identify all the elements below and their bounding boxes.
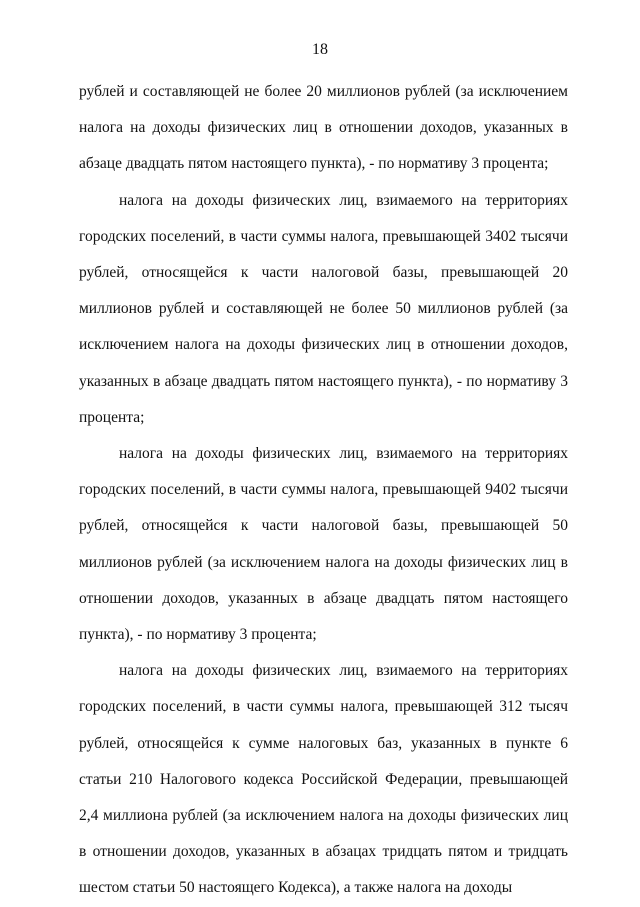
paragraph-continuation: рублей и составляющей не более 20 миллионов рублей (за исключением налога на доходы физических лиц в отношении доходов, указанных в абзаце двадцать пятом настоящего пункта), - по нормативу 3 процента;	[79, 83, 568, 173]
document-body	[79, 74, 568, 907]
paragraph: налога на доходы физических лиц, взимаемого на территориях городских поселений, в части суммы налога, превышающей 9402 тысячи рублей, относящейся к части налоговой базы, превышающей 50 миллионов рублей (за исключением налога на доходы физических лиц в отношении доходов, указанных в абзаце двадцать пятом настоящего пункта), - по нормативу 3 процента;	[79, 445, 568, 644]
page-number: 18	[312, 41, 328, 58]
paragraph: налога на доходы физических лиц, взимаемого на территориях городских поселений, в части суммы налога, превышающей 3402 тысячи рублей, относящейся к части налоговой базы, превышающей 20 миллионов рублей и составляющей не более 50 миллионов рублей (за исключением налога на доходы физических лиц в отношении доходов, указанных в абзаце двадцать пятом настоящего пункта), - по нормативу 3 процента;	[79, 191, 568, 426]
paragraph: налога на доходы физических лиц, взимаемого на территориях городских поселений, в части суммы налога, превышающей 312 тысяч рублей, относящейся к сумме налоговых баз, указанных в пункте 6 статьи 210 Налогового кодекса Российской Федерации, превышающей 2,4 миллиона рублей (за исключением налога на доходы физических лиц в отношении доходов, указанных в абзацах тридцать пятом и тридцать шестом статьи 50 настоящего Кодекса), а также налога на доходы	[79, 662, 568, 897]
